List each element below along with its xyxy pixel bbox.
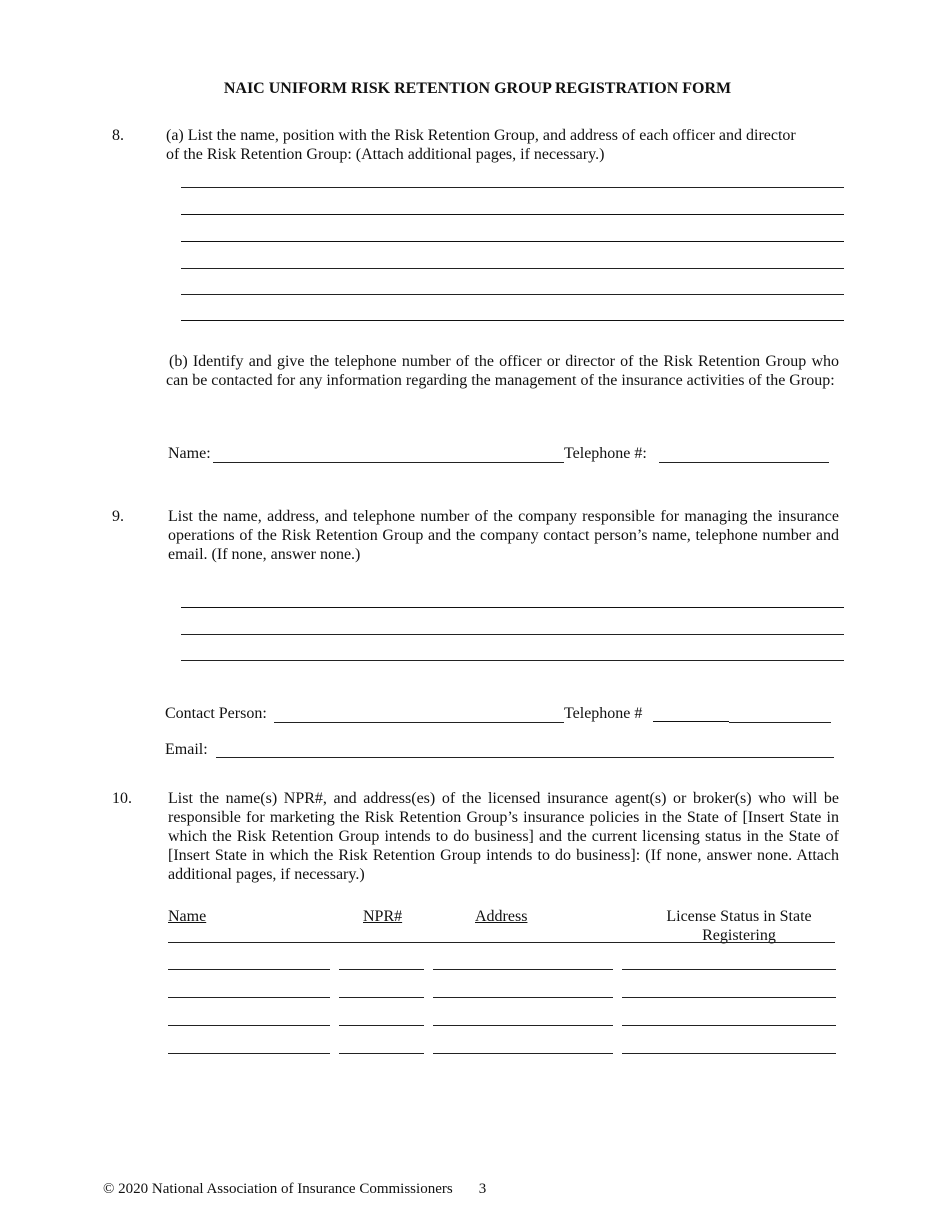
row-3-npr-field[interactable]: [339, 1025, 424, 1026]
item-10-number: 10.: [112, 790, 132, 807]
contact-telephone-label: Telephone #: [564, 705, 643, 722]
row-1-name-field[interactable]: [168, 969, 330, 970]
officer-line-2[interactable]: [181, 214, 844, 215]
manager-line-1[interactable]: [181, 607, 844, 608]
row-2-name-field[interactable]: [168, 997, 330, 998]
row-2-npr-field[interactable]: [339, 997, 424, 998]
row-1-license-field[interactable]: [622, 969, 836, 970]
column-header-license-line1: License Status in State: [666, 908, 812, 925]
contact-telephone-field-a[interactable]: [653, 721, 729, 722]
row-1-address-field[interactable]: [433, 969, 613, 970]
row-2-license-field[interactable]: [622, 997, 836, 998]
row-4-name-field[interactable]: [168, 1053, 330, 1054]
footer-copyright: © 2020 National Association of Insurance Commissioners: [103, 1181, 453, 1197]
row-1-npr-field[interactable]: [339, 969, 424, 970]
officer-line-6[interactable]: [181, 320, 844, 321]
row-3-license-field[interactable]: [622, 1025, 836, 1026]
column-header-name: Name: [168, 908, 207, 925]
manager-line-2[interactable]: [181, 634, 844, 635]
officer-line-5[interactable]: [181, 294, 844, 295]
email-label: Email:: [165, 741, 208, 758]
column-header-npr: NPR#: [363, 908, 403, 925]
item-9-text: List the name, address, and telephone number of the company responsible for managing the insurance operations of the Risk Retention Group and the company contact person’s name, telephone number and email. (If none, answer none.): [168, 508, 839, 563]
row-3-address-field[interactable]: [433, 1025, 613, 1026]
email-field[interactable]: [216, 757, 834, 758]
officer-line-3[interactable]: [181, 241, 844, 242]
manager-line-3[interactable]: [181, 660, 844, 661]
item-8a-text: (a) List the name, position with the Risk Retention Group, and address of each officer and director of the Risk Retention Group: (Attach additional pages, if necessary.): [166, 127, 796, 163]
row-4-npr-field[interactable]: [339, 1053, 424, 1054]
officer-name-field[interactable]: [213, 462, 564, 463]
row-3-name-field[interactable]: [168, 1025, 330, 1026]
item-10-text: List the name(s) NPR#, and address(es) of the licensed insurance agent(s) or broker(s) who will be responsible for marketing the Risk Retention Group’s insurance policies in the State of [Insert State in which the Risk Retention Group intends to do business] and the current licensing status in the State of [Insert State in which the Risk Retention Group intends to do business]: (If none, answer none. Attach additional pages, if necessary.): [168, 790, 839, 883]
officer-line-4[interactable]: [181, 268, 844, 269]
item-9-number: 9.: [112, 508, 124, 525]
page-footer: [103, 1180, 486, 1199]
contact-person-field[interactable]: [274, 722, 564, 723]
row-2-address-field[interactable]: [433, 997, 613, 998]
form-title: NAIC UNIFORM RISK RETENTION GROUP REGISTRATION FORM: [223, 80, 732, 97]
item-8b-text: (b) Identify and give the telephone number of the officer or director of the Risk Retention Group who can be contacted for any information regarding the management of the insurance activities of the Group:: [166, 353, 839, 389]
column-header-address: Address: [475, 908, 528, 925]
officer-line-1[interactable]: [181, 187, 844, 188]
row-4-address-field[interactable]: [433, 1053, 613, 1054]
item-8-number: 8.: [112, 127, 124, 144]
contact-person-label: Contact Person:: [165, 705, 267, 722]
officer-telephone-field[interactable]: [659, 462, 829, 463]
officer-telephone-label: Telephone #:: [564, 445, 647, 462]
table-header-rule: [168, 942, 835, 943]
column-header-license-line2: Registering: [702, 927, 776, 944]
row-4-license-field[interactable]: [622, 1053, 836, 1054]
contact-telephone-field-b[interactable]: [729, 722, 831, 723]
footer-page-number: 3: [478, 1181, 487, 1197]
officer-name-label: Name:: [168, 445, 211, 462]
